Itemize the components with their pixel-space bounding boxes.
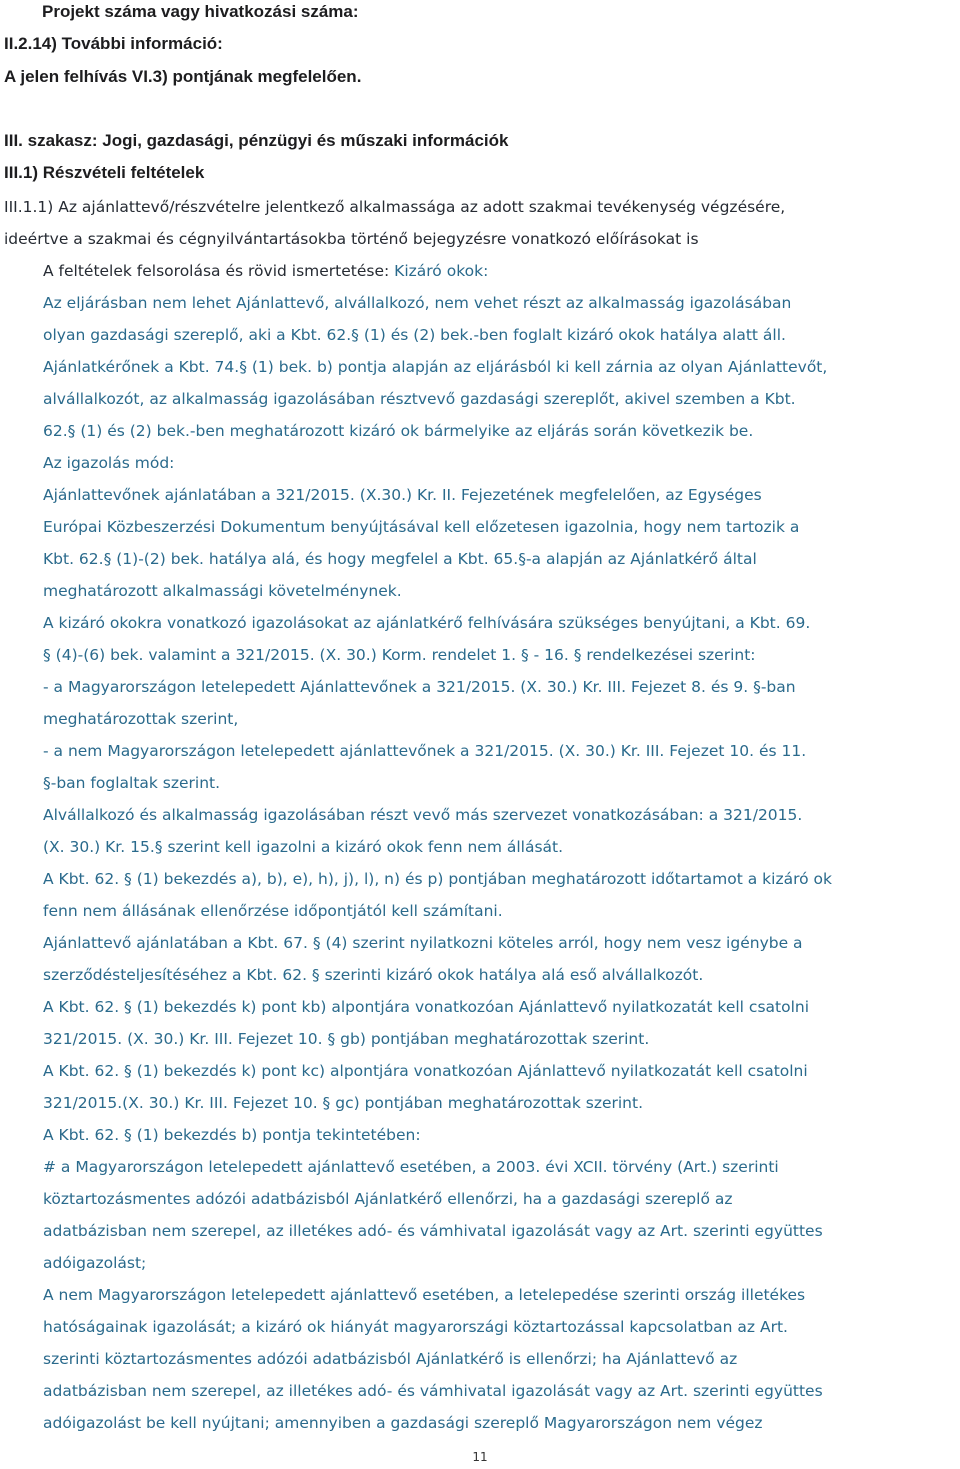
body-line: meghatározott alkalmassági követelménynek. <box>43 582 402 600</box>
conditions-label: A feltételek felsorolása és rövid ismertetése: <box>43 262 390 280</box>
body-line: meghatározottak szerint, <box>43 710 239 728</box>
body-line: ideértve a szakmai és cégnyilvántartásokba történő bejegyzésre vonatkozó előírásokat is <box>4 230 699 248</box>
project-number-label: Projekt száma vagy hivatkozási száma: <box>42 2 359 21</box>
exclusion-grounds-label: Kizáró okok: <box>394 262 489 280</box>
body-line: olyan gazdasági szereplő, aki a Kbt. 62.§ (1) és (2) bek.-ben foglalt kizáró okok hatálya alatt áll. <box>43 326 786 344</box>
body-line: Ajánlattevő ajánlatában a Kbt. 67. § (4) szerint nyilatkozni köteles arról, hogy nem vesz igénybe a <box>43 934 803 952</box>
body-line: §-ban foglaltak szerint. <box>43 774 221 792</box>
body-line: 321/2015.(X. 30.) Kr. III. Fejezet 10. § gc) pontjában meghatározottak szerint. <box>43 1094 644 1112</box>
further-info-text: A jelen felhívás VI.3) pontjának megfelelően. <box>4 67 362 86</box>
body-line: 321/2015. (X. 30.) Kr. III. Fejezet 10. § gb) pontjában meghatározottak szerint. <box>43 1030 650 1048</box>
body-line: adatbázisban nem szerepel, az illetékes adó- és vámhivatal igazolását vagy az Art. szerinti együttes <box>43 1222 823 1240</box>
body-line: A nem Magyarországon letelepedett ajánlattevő esetében, a letelepedése szerinti ország illetékes <box>43 1286 806 1304</box>
body-line: adóigazolást; <box>43 1254 147 1272</box>
body-line: A Kbt. 62. § (1) bekezdés b) pontja tekintetében: <box>43 1126 421 1144</box>
body-line: Kbt. 62.§ (1)-(2) bek. hatálya alá, és hogy megfelel a Kbt. 65.§-a alapján az Ajánlatkérő által <box>43 550 757 568</box>
body-line: adóigazolást be kell nyújtani; amennyiben a gazdasági szereplő Magyarországon nem végez <box>43 1414 763 1432</box>
body-line: Az eljárásban nem lehet Ajánlattevő, alvállalkozó, nem vehet részt az alkalmasság igazolásában <box>43 294 792 312</box>
body-line: Az igazolás mód: <box>43 454 175 472</box>
section-title: III. szakasz: Jogi, gazdasági, pénzügyi és műszaki információk <box>4 131 509 150</box>
body-line: Alvállalkozó és alkalmasság igazolásában részt vevő más szervezet vonatkozásában: a 321/2015. <box>43 806 803 824</box>
body-line: Ajánlatkérőnek a Kbt. 74.§ (1) bek. b) pontja alapján az eljárásból ki kell zárnia az olyan Ajánlattevőt, <box>43 358 828 376</box>
body-line: III.1.1) Az ajánlattevő/részvételre jelentkező alkalmassága az adott szakmai tevékenység végzésére, <box>4 198 786 216</box>
body-line: Ajánlattevőnek ajánlatában a 321/2015. (X.30.) Kr. II. Fejezetének megfelelően, az Egységes <box>43 486 762 504</box>
body-line: szerződésteljesítéséhez a Kbt. 62. § szerinti kizáró okok hatálya alá eső alvállalkozót. <box>43 966 704 984</box>
body-line: 62.§ (1) és (2) bek.-ben meghatározott kizáró ok bármelyike az eljárás során következik be. <box>43 422 754 440</box>
body-line: - a nem Magyarországon letelepedett ajánlattevőnek a 321/2015. (X. 30.) Kr. III. Fejezet 10. és 11. <box>43 742 807 760</box>
body-line: szerinti köztartozásmentes adózói adatbázisból Ajánlatkérő is ellenőrzi; ha Ajánlattevő az <box>43 1350 738 1368</box>
page-number: 11 <box>472 1450 488 1464</box>
body-line <box>43 261 488 281</box>
body-line: Európai Közbeszerzési Dokumentum benyújtásával kell előzetesen igazolnia, hogy nem tartozik a <box>43 518 800 536</box>
body-line: A Kbt. 62. § (1) bekezdés k) pont kc) alpontjára vonatkozóan Ajánlattevő nyilatkozatát kell csatolni <box>43 1062 808 1080</box>
body-line: A Kbt. 62. § (1) bekezdés k) pont kb) alpontjára vonatkozóan Ajánlattevő nyilatkozatát kell csatolni <box>43 998 810 1016</box>
body-line: - a Magyarországon letelepedett Ajánlattevőnek a 321/2015. (X. 30.) Kr. III. Fejezet 8. és 9. §-ban <box>43 678 796 696</box>
body-line: hatóságainak igazolását; a kizáró ok hiányát magyarországi köztartozással kapcsolatban az Art. <box>43 1318 788 1336</box>
body-line: alvállalkozót, az alkalmasság igazolásában résztvevő gazdasági szereplőt, akivel szemben a Kbt. <box>43 390 796 408</box>
body-line: fenn nem állásának ellenőrzése időpontjától kell számítani. <box>43 902 503 920</box>
body-line: (X. 30.) Kr. 15.§ szerint kell igazolni a kizáró okok fenn nem állását. <box>43 838 564 856</box>
body-line: § (4)-(6) bek. valamint a 321/2015. (X. 30.) Korm. rendelet 1. § - 16. § rendelkezései szerint: <box>43 646 756 664</box>
body-line: A kizáró okokra vonatkozó igazolásokat az ajánlatkérő felhívására szükséges benyújtani, a Kbt. 69. <box>43 614 811 632</box>
section-subtitle: III.1) Részvételi feltételek <box>4 163 205 182</box>
body-line: A Kbt. 62. § (1) bekezdés a), b), e), h), j), l), n) és p) pontjában meghatározott időtartamot a kizáró ok <box>43 870 833 888</box>
further-info-heading: II.2.14) További információ: <box>4 34 223 53</box>
body-line: adatbázisban nem szerepel, az illetékes adó- és vámhivatal igazolását vagy az Art. szerinti együttes <box>43 1382 823 1400</box>
body-line: # a Magyarországon letelepedett ajánlattevő esetében, a 2003. évi XCII. törvény (Art.) szerinti <box>43 1158 779 1176</box>
body-line: köztartozásmentes adózói adatbázisból Ajánlatkérő ellenőrzi, ha a gazdasági szereplő az <box>43 1190 733 1208</box>
